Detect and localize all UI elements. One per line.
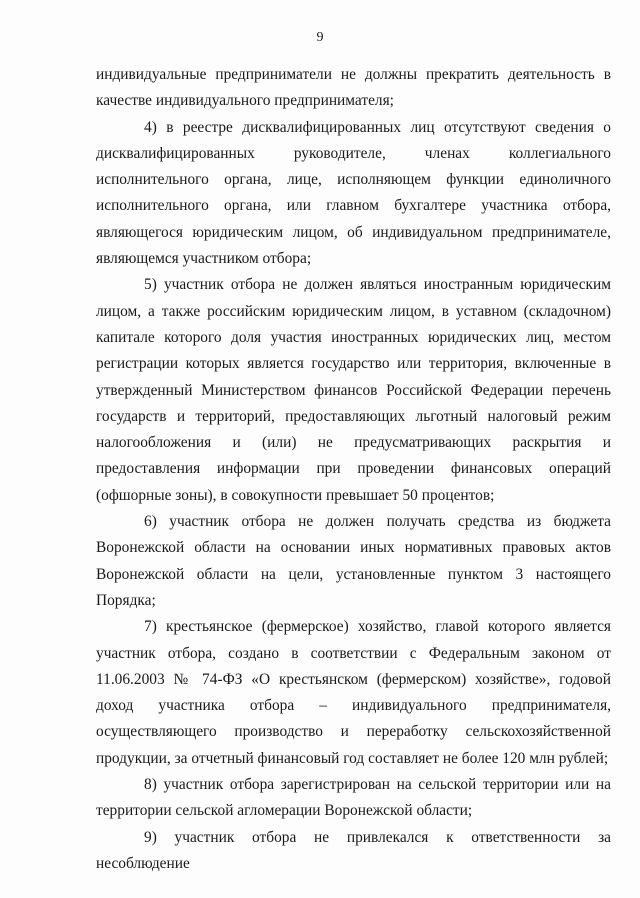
paragraph-item-4: 4) в реестре дисквалифицированных лиц отсутствуют сведения о дисквалифицированных руководителе, членах коллегиального исполнительного органа, лице, исполняющем функции единоличного исполнительного органа, или главном бухгалтере участника отбора, являющегося юридическим лицом, об индивидуальном предпринимателе, являющемся участником отбора; xyxy=(96,118,611,268)
paragraph-item-6: 6) участник отбора не должен получать средства из бюджета Воронежской области на основании иных нормативных правовых актов Воронежской области на цели, установленные пунктом 3 настоящего Порядка; xyxy=(96,513,611,609)
paragraph-item-7: 7) крестьянское (фермерское) хозяйство, главой которого является участник отбора, создано в соответствии с Федеральным законом от 11.06.2003 № 74-ФЗ «О крестьянском (фермерском) хозяйстве», годовой доход участника отбора – индивидуального предпринимателя, осуществляющего производство и переработку сельскохозяйственной продукции, за отчетный финансовый год составляет не более 120 млн рублей; xyxy=(96,618,611,767)
paragraph-item-9: 9) участник отбора не привлекался к ответственности за несоблюдение xyxy=(96,828,611,872)
paragraph-continuation: индивидуальные предприниматели не должны прекратить деятельность в качестве индивидуального предпринимателя; xyxy=(96,66,611,110)
document-body xyxy=(96,62,611,877)
paragraph-item-8: 8) участник отбора зарегистрирован на сельской территории или на территории сельской агломерации Воронежской области; xyxy=(96,776,611,820)
paragraph-item-5: 5) участник отбора не должен являться иностранным юридическим лицом, а также российским юридическим лицом, в уставном (складочном) капитале которого доля участия иностранных юридических лиц, местом регистрации которых является государство или территория, включенные в утвержденный Министерством финансов Российской Федерации перечень государств и территорий, предоставляющих льготный налоговый режим налогообложения и (или) не предусматривающих раскрытия и предоставления информации при проведении финансовых операций (офшорные зоны), в совокупности превышает 50 процентов; xyxy=(96,276,611,504)
page-number: 9 xyxy=(316,30,324,45)
